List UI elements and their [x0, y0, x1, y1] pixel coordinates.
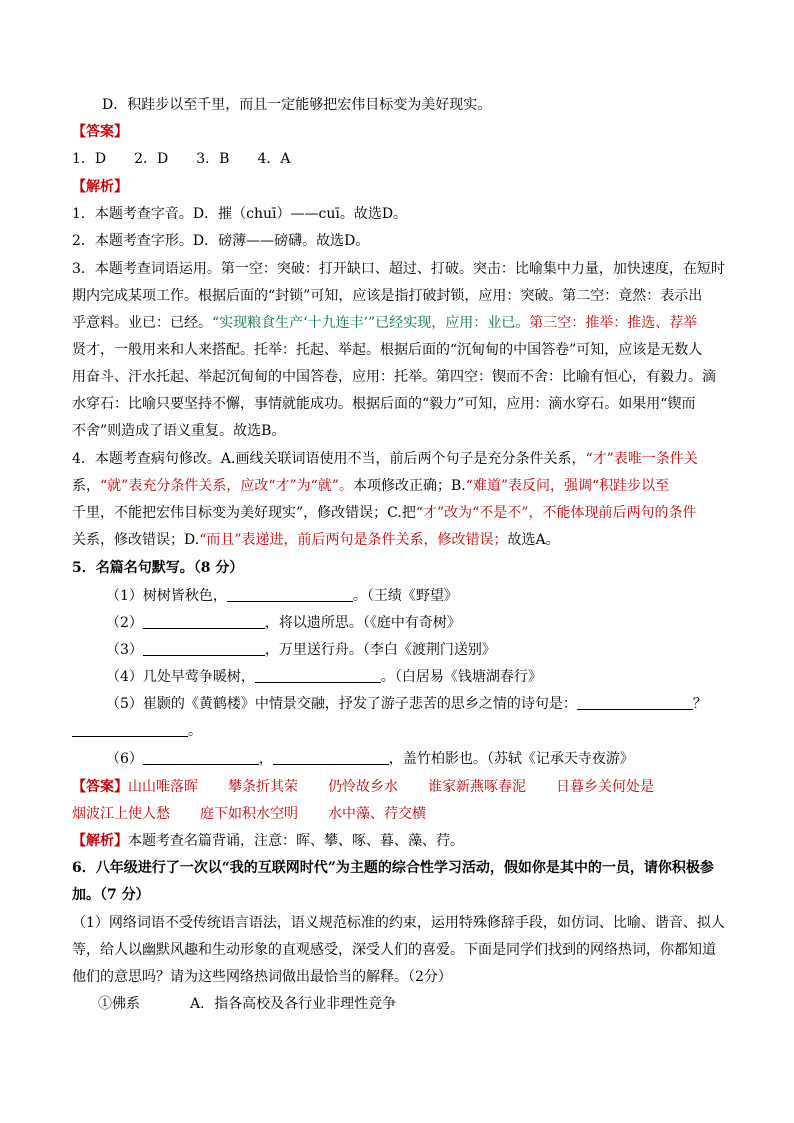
q6-part1-line-3: 他们的意思吗？请为这些网络热词做出最恰当的解释。（2分）: [72, 969, 452, 985]
analysis-3-line-2: 期内完成某项工作。根据后面的“封锁”可知，应该是指打破封锁，应用：突破。第二空：竟然：表示出: [72, 288, 703, 304]
q5-analysis-text: 本题考查名篇背诵，注意：晖、攀、啄、暮、藻、荇。: [128, 833, 464, 849]
q5-item-text: 。（王绩《野望》: [352, 588, 458, 604]
analysis-3-highlight: 第三空：推举：推选、荐举: [529, 315, 698, 331]
q5-answer: 日暮乡关何处是: [556, 779, 654, 795]
q5-item-text: （6）: [106, 751, 143, 767]
analysis-1: 1．本题考查字音。D．摧（chuī）——cuī。故选D。: [72, 206, 408, 222]
q5-item-text: ，: [258, 751, 273, 767]
q5-answer: 水中藻、荇交横: [328, 806, 426, 822]
q6-term-definition: A．指各高校及各行业非理性竞争: [190, 996, 397, 1012]
q5-item-text: （5）崔颢的《黄鹤楼》中情景交融，抒发了游子悲苦的思乡之情的诗句是：: [106, 696, 577, 712]
q5-item-5: [106, 695, 734, 713]
q5-item-4: [106, 668, 734, 686]
answer-blank[interactable]: [143, 614, 265, 629]
q5-item-text: （4）几处早莺争暖树，: [106, 669, 255, 685]
analysis-tag: 【解析】: [72, 833, 128, 849]
analysis-3-line-4: 贤才，一般用来和人来搭配。托举：托起、举起。根据后面的“沉甸甸的中国答卷”可知，应该是无数人: [72, 342, 703, 358]
analysis-3-line-6: 水穿石：比喻只要坚持不懈，事情就能成功。根据后面的“毅力”可知，应用：滴水穿石。如果用“锲而: [72, 396, 696, 412]
analysis-4-highlight: “就”表充分条件关系，应改“才”为“就”。: [100, 478, 353, 494]
q5-analysis: [72, 832, 734, 850]
analysis-4-text: 千里，不能把宏伟目标变为美好现实”，修改错误；C.把: [72, 505, 416, 521]
analysis-3-line-7: 不舍”则造成了语义重复。故选B。: [72, 423, 286, 439]
q5-answers-row-2: [72, 805, 734, 823]
q6-part1-line-2: 等，给人以幽默风趣和生动形象的直观感受，深受人们的喜爱。下面是同学们找到的网络热词，你都知道: [72, 942, 716, 958]
analysis-3-highlight: “实现粮食生产‘十九连丰’”已经实现，应用：业已。: [212, 315, 530, 331]
q5-item-1: [106, 587, 734, 605]
analysis-4-line-1: [72, 450, 734, 468]
answer-blank[interactable]: [227, 587, 353, 602]
analysis-4-line-3: [72, 504, 734, 522]
prev-option-d: D．积跬步以至千里，而且一定能够把宏伟目标变为美好现实。: [102, 97, 492, 113]
q5-item-5-cont: [72, 722, 734, 740]
answer-blank[interactable]: [143, 750, 259, 765]
q5-item-6: [106, 750, 734, 768]
analysis-4-line-2: [72, 477, 734, 495]
q5-item-text: ，万里送行舟。（李白《渡荆门送别》: [264, 642, 496, 658]
q6-term-row: [98, 995, 734, 1013]
answer-tag: 【答案】: [72, 124, 128, 140]
analysis-2: 2．本题考查字形。D．磅薄——磅礴。故选D。: [72, 233, 370, 249]
analysis-4-text: 4．本题考查病句修改。A.画线关联词语使用不当，前后两个句子是充分条件关系，: [72, 451, 586, 467]
answer-blank[interactable]: [577, 695, 693, 710]
answer-blank[interactable]: [143, 641, 265, 656]
q5-item-text: ，将以遗所思。（《庭中有奇树》: [264, 615, 461, 631]
analysis-3-line-1: 3．本题考查词语运用。第一空：突破：打开缺口、超过、打破。突击：比喻集中力量，加快速度，在短时: [72, 261, 725, 277]
analysis-3-line-5: 用奋斗、汗水托起、举起沉甸甸的中国答卷，应用：托举。第四空：锲而不舍：比喻有恒心，有毅力。滴: [72, 369, 716, 385]
analysis-3-text: 乎意料。业已：已经。: [72, 315, 212, 331]
q5-item-3: [106, 641, 734, 659]
analysis-4-highlight: “难道”表反问，强调“积跬步以至: [465, 478, 670, 494]
analysis-4-text: 故选A。: [507, 532, 560, 548]
q5-item-text: 。（白居易《钱塘湖春行》: [380, 669, 542, 685]
q5-item-text: （3）: [106, 642, 143, 658]
q6-title-line-2: 加。（7 分）: [72, 887, 150, 903]
q5-title: 5．名篇名句默写。（8 分）: [72, 560, 244, 576]
q5-item-text: ，盖竹柏影也。（苏轼《记承天寺夜游》: [388, 751, 634, 767]
answer-tag: 【答案】: [72, 779, 128, 795]
analysis-4-highlight: “才”表唯一条件关: [585, 451, 698, 467]
analysis-4-highlight: “而且”表递进，前后两句是条件关系，修改错误；: [199, 532, 508, 548]
q5-item-text: （1）树树皆秋色，: [106, 588, 227, 604]
q5-answers-row-1: [72, 778, 734, 796]
q5-item-text: ？: [692, 696, 707, 712]
analysis-4-text: 关系，修改错误；D.: [72, 532, 200, 548]
analysis-4-highlight: “才”改为“不是不”，不能体现前后两句的条件: [415, 505, 697, 521]
q5-item-text: （2）: [106, 615, 143, 631]
q5-item-2: [106, 614, 734, 632]
answer-blank[interactable]: [72, 722, 188, 737]
q5-item-text: 。: [188, 723, 202, 739]
q5-answer: 庭下如积水空明: [200, 806, 298, 822]
analysis-3-line-3: [72, 314, 734, 332]
answers-line: 1．D 2．D 3．B 4．A: [72, 151, 291, 167]
q5-answer: 仍怜故乡水: [328, 779, 398, 795]
answer-blank[interactable]: [255, 668, 381, 683]
analysis-4-line-4: [72, 531, 734, 549]
q6-term: ①佛系: [98, 996, 140, 1012]
analysis-4-text: 本项修改正确；B.: [352, 478, 466, 494]
q6-part1-line-1: （1）网络词语不受传统语言语法，语义规范标准的约束，运用特殊修辞手段，如仿词、比喻、谐音、拟人: [72, 915, 725, 931]
answer-blank[interactable]: [273, 750, 389, 765]
q5-answer: 烟波江上使人愁: [72, 806, 170, 822]
analysis-4-text: 系，: [72, 478, 100, 494]
analysis-tag: 【解析】: [72, 179, 128, 195]
q6-title-line-1: 6．八年级进行了一次以“我的互联网时代”为主题的综合性学习活动，假如你是其中的一员，请你积极参: [72, 860, 714, 876]
q5-answer: 攀条折其荣: [228, 779, 298, 795]
q5-answer: 山山唯落晖: [128, 779, 198, 795]
q5-answer: 谁家新燕啄春泥: [428, 779, 526, 795]
